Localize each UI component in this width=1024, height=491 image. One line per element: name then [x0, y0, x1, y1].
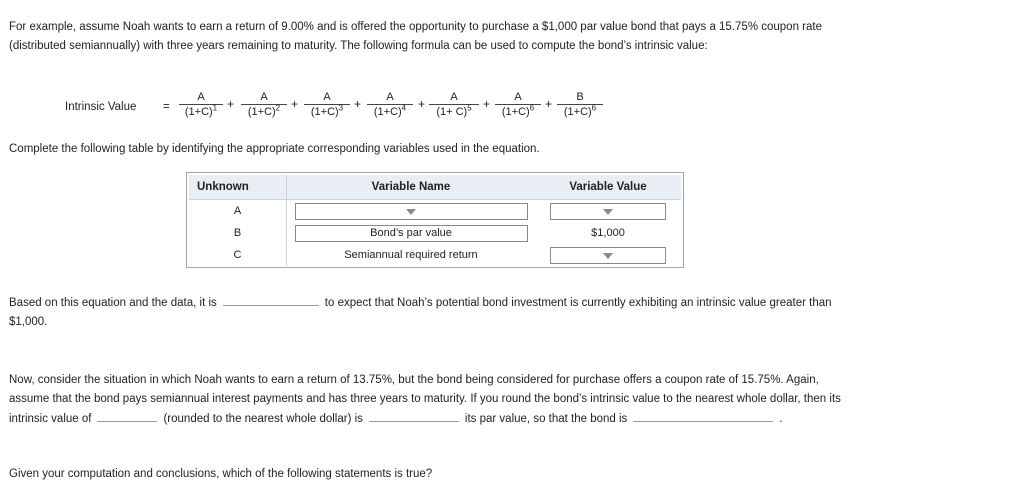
formula-term-7: B $(1+C)^6$ — [557, 90, 603, 119]
formula-plus: + — [483, 97, 491, 111]
variable-name-dropdown-b[interactable]: Bond’s par value — [295, 225, 528, 242]
bond-status-blank-dropdown[interactable] — [633, 408, 773, 422]
formula-plus: + — [418, 97, 426, 111]
formula-term-4: A $(1+C)^4$ — [367, 90, 413, 119]
formula-term-1: A $(1+C)^1$ — [179, 90, 223, 119]
variables-table — [186, 172, 684, 268]
header-unknown: Unknown — [189, 175, 287, 200]
question-text: Given your computation and conclusions, which of the following statements is true? — [9, 468, 433, 480]
unknown-cell: A — [189, 200, 287, 223]
based-paragraph: Based on this equation and the data, it is to expect that Noah’s potential bond investment is currently exhibiting an intrinsic value greater than $1,000. — [9, 292, 859, 331]
unknown-cell: B — [189, 222, 287, 244]
formula-equals: = — [163, 101, 170, 113]
dropdown-arrow-icon — [603, 209, 613, 215]
formula-plus: + — [227, 97, 235, 111]
table-row — [189, 222, 681, 244]
instruction-text: Complete the following table by identifying the appropriate corresponding variables used in the equation. — [9, 143, 540, 155]
variable-value-b: $1,000 — [591, 227, 625, 239]
dropdown-arrow-icon — [603, 253, 613, 259]
header-variable-value: Variable Value — [535, 175, 681, 200]
variable-value-dropdown-c[interactable] — [550, 247, 666, 264]
formula-plus: + — [291, 97, 299, 111]
unknown-cell: C — [189, 244, 287, 266]
now-paragraph: Now, consider the situation in which Noah wants to earn a return of 13.75%, but the bond being considered for purchase offers a coupon rate of 15.75%. Again, assume that the bond pays semiannual interest payments and has three years to maturity. If you round the bond’s intrinsic value to the nearest whole dollar, then its intrinsic value of (rounded to the nearest whole dollar) is its par value, so that the bond is . — [9, 374, 841, 425]
table-row — [189, 200, 681, 223]
formula-term-5: A $(1+ C)^5$ — [429, 90, 479, 119]
formula-plus: + — [354, 97, 362, 111]
formula-term-3: A $(1+C)^3$ — [304, 90, 350, 119]
variable-name-dropdown-a[interactable] — [295, 203, 528, 220]
formula-plus: + — [545, 97, 553, 111]
dropdown-arrow-icon — [406, 209, 416, 215]
formula-term-6: A $(1+C)^6$ — [495, 90, 541, 119]
table-row — [189, 244, 681, 266]
likelihood-blank-dropdown[interactable] — [223, 292, 319, 306]
intro-paragraph: For example, assume Noah wants to earn a return of 9.00% and is offered the opportunity to purchase a $1,000 par value bond that pays a 15.75% coupon rate (distributed semiannually) with three years remaining to maturity. The following formula can be used to compute the bond’s intrinsic value: — [9, 21, 822, 52]
comparison-blank-dropdown[interactable] — [369, 408, 459, 422]
variable-value-dropdown-a[interactable] — [550, 203, 666, 220]
variable-name-c: Semiannual required return — [344, 249, 478, 261]
intrinsic-value-input[interactable] — [97, 408, 157, 422]
formula-term-2: A $(1+C)^2$ — [241, 90, 287, 119]
formula-label: Intrinsic Value — [65, 101, 137, 113]
header-variable-name: Variable Name — [287, 175, 536, 200]
